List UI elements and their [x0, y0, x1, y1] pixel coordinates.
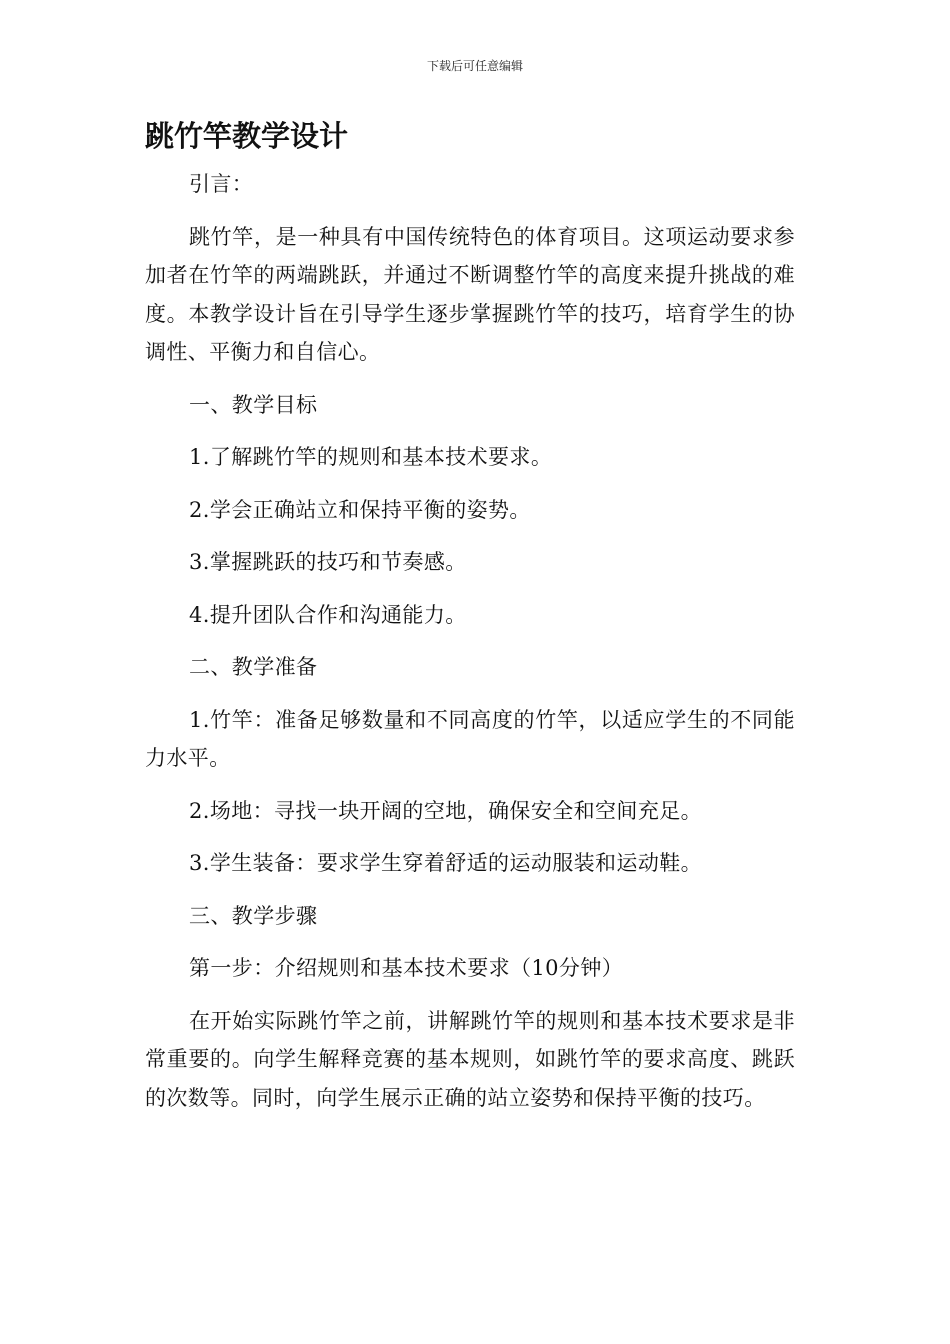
- intro-paragraph: 跳竹竿，是一种具有中国传统特色的体育项目。这项运动要求参加者在竹竿的两端跳跃，并通过不断调整竹竿的高度来提升挑战的难度。本教学设计旨在引导学生逐步掌握跳竹竿的技巧，培育学生的协调性、平衡力和自信心。: [145, 224, 795, 364]
- section-heading-objectives: 一、教学目标: [189, 392, 318, 417]
- header-note: 下载后可任意编辑: [426, 59, 523, 73]
- step-paragraph: 在开始实际跳竹竿之前，讲解跳竹竿的规则和基本技术要求是非常重要的。向学生解释竞赛的基本规则，如跳竹竿的要求高度、跳跃的次数等。同时，向学生展示正确的站立姿势和保持平衡的技巧。: [145, 1008, 795, 1110]
- objective-item: 2.学会正确站立和保持平衡的姿势。: [189, 497, 531, 522]
- objective-item: 3.掌握跳跃的技巧和节奏感。: [189, 550, 467, 574]
- preparation-item: 3.学生装备：要求学生穿着舒适的运动服装和运动鞋。: [189, 851, 703, 875]
- objective-item: 1.了解跳竹竿的规则和基本技术要求。: [189, 445, 553, 469]
- document-body: [145, 165, 795, 1131]
- intro-label: 引言：: [189, 172, 254, 196]
- document-title: 跳竹竿教学设计: [145, 119, 349, 153]
- preparation-item: 1.竹竿：准备足够数量和不同高度的竹竿，以适应学生的不同能力水平。: [145, 707, 795, 770]
- objective-item: 4.提升团队合作和沟通能力。: [189, 602, 467, 627]
- section-heading-steps: 三、教学步骤: [189, 903, 318, 928]
- step-heading: 第一步：介绍规则和基本技术要求（10分钟）: [189, 956, 624, 980]
- section-heading-preparation: 二、教学准备: [189, 655, 318, 679]
- preparation-item: 2.场地：寻找一块开阔的空地，确保安全和空间充足。: [189, 798, 703, 823]
